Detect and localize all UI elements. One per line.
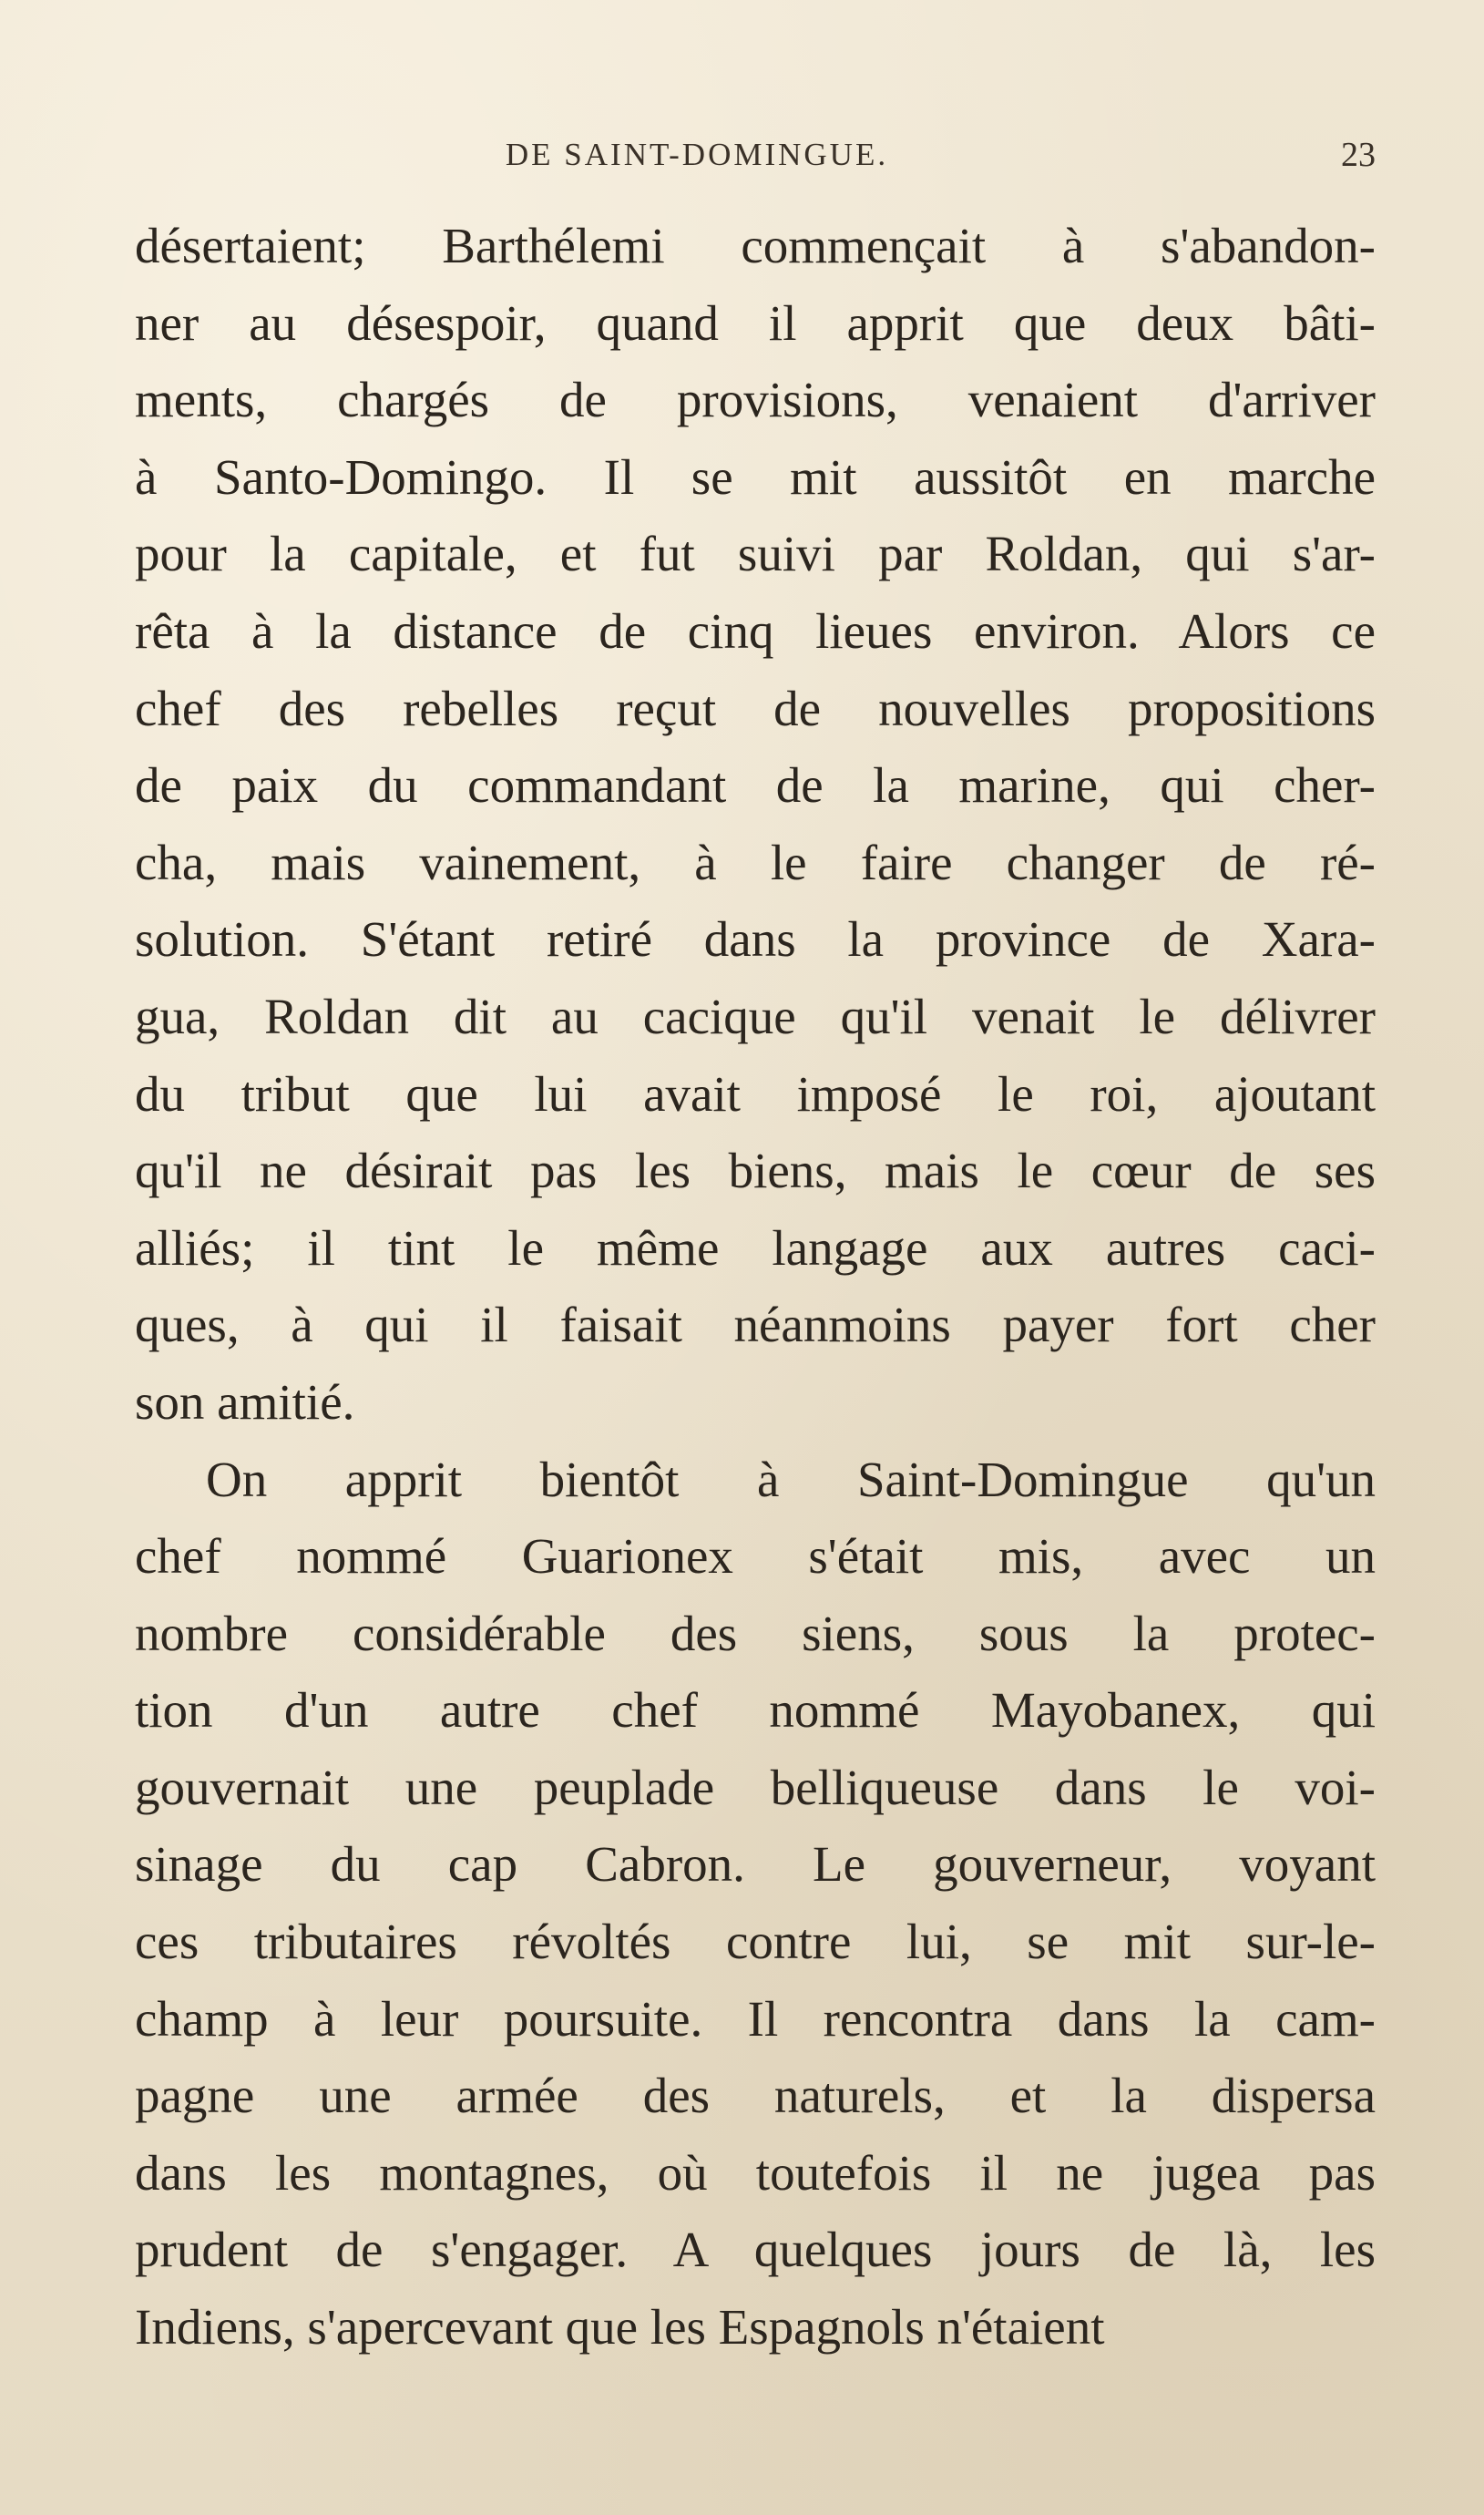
running-head — [128, 132, 1394, 178]
text-line: gua, Roldan dit au cacique qu'il venait le délivrer — [135, 988, 1376, 1044]
text-line: qu'il ne désirait pas les biens, mais le cœur de ses — [135, 1143, 1376, 1199]
paragraph — [135, 208, 1376, 1442]
text-line: son amitié. — [135, 1373, 355, 1430]
text-line: chef nommé Guarionex s'était mis, avec un — [135, 1528, 1376, 1585]
text-line: champ à leur poursuite. Il rencontra dans la cam- — [135, 1990, 1376, 2047]
text-line: rêta à la distance de cinq lieues environ. Alors ce — [135, 602, 1376, 659]
text-line: sinage du cap Cabron. Le gouverneur, voyant — [135, 1836, 1376, 1893]
text-line: nombre considérable des siens, sous la protec- — [135, 1605, 1376, 1661]
running-title: DE SAINT-DOMINGUE. — [505, 137, 889, 172]
text-line: alliés; il tint le même langage aux autres caci- — [135, 1219, 1376, 1276]
text-line: ques, à qui il faisait néanmoins payer fort cher — [135, 1297, 1376, 1353]
paragraph — [135, 1442, 1376, 2366]
text-line: ces tributaires révoltés contre lui, se mit sur-le- — [135, 1914, 1376, 1970]
text-line: prudent de s'engager. A quelques jours de là, les — [135, 2222, 1376, 2278]
text-line: du tribut que lui avait imposé le roi, ajoutant — [135, 1065, 1376, 1122]
text-line: Indiens, s'apercevant que les Espagnols n'étaient — [135, 2299, 1105, 2356]
text-line: à Santo-Domingo. Il se mit aussitôt en marche — [135, 448, 1376, 505]
text-line: pagne une armée des naturels, et la dispersa — [135, 2068, 1376, 2124]
text-line: cha, mais vainement, à le faire changer de ré- — [135, 834, 1376, 890]
text-line: de paix du commandant de la marine, qui cher- — [135, 757, 1376, 814]
text-line: ner au désespoir, quand il apprit que deux bâti- — [135, 294, 1376, 351]
text-line: chef des rebelles reçut de nouvelles propositions — [135, 680, 1376, 736]
text-line: gouvernait une peuplade belliqueuse dans le voi- — [135, 1759, 1376, 1815]
text-line: tion d'un autre chef nommé Mayobanex, qui — [135, 1682, 1376, 1739]
page-number: 23 — [1341, 136, 1376, 174]
body-text — [135, 208, 1376, 2366]
text-line: désertaient; Barthélemi commençait à s'abandon- — [135, 218, 1376, 273]
text-line: solution. S'étant retiré dans la province de Xara- — [135, 911, 1376, 968]
text-line: On apprit bientôt à Saint-Domingue qu'un — [206, 1451, 1376, 1507]
text-line: ments, chargés de provisions, venaient d'arriver — [135, 372, 1376, 428]
text-line: dans les montagnes, où toutefois il ne jugea pas — [135, 2144, 1376, 2201]
text-line: pour la capitale, et fut suivi par Roldan, qui s'ar- — [135, 526, 1376, 582]
